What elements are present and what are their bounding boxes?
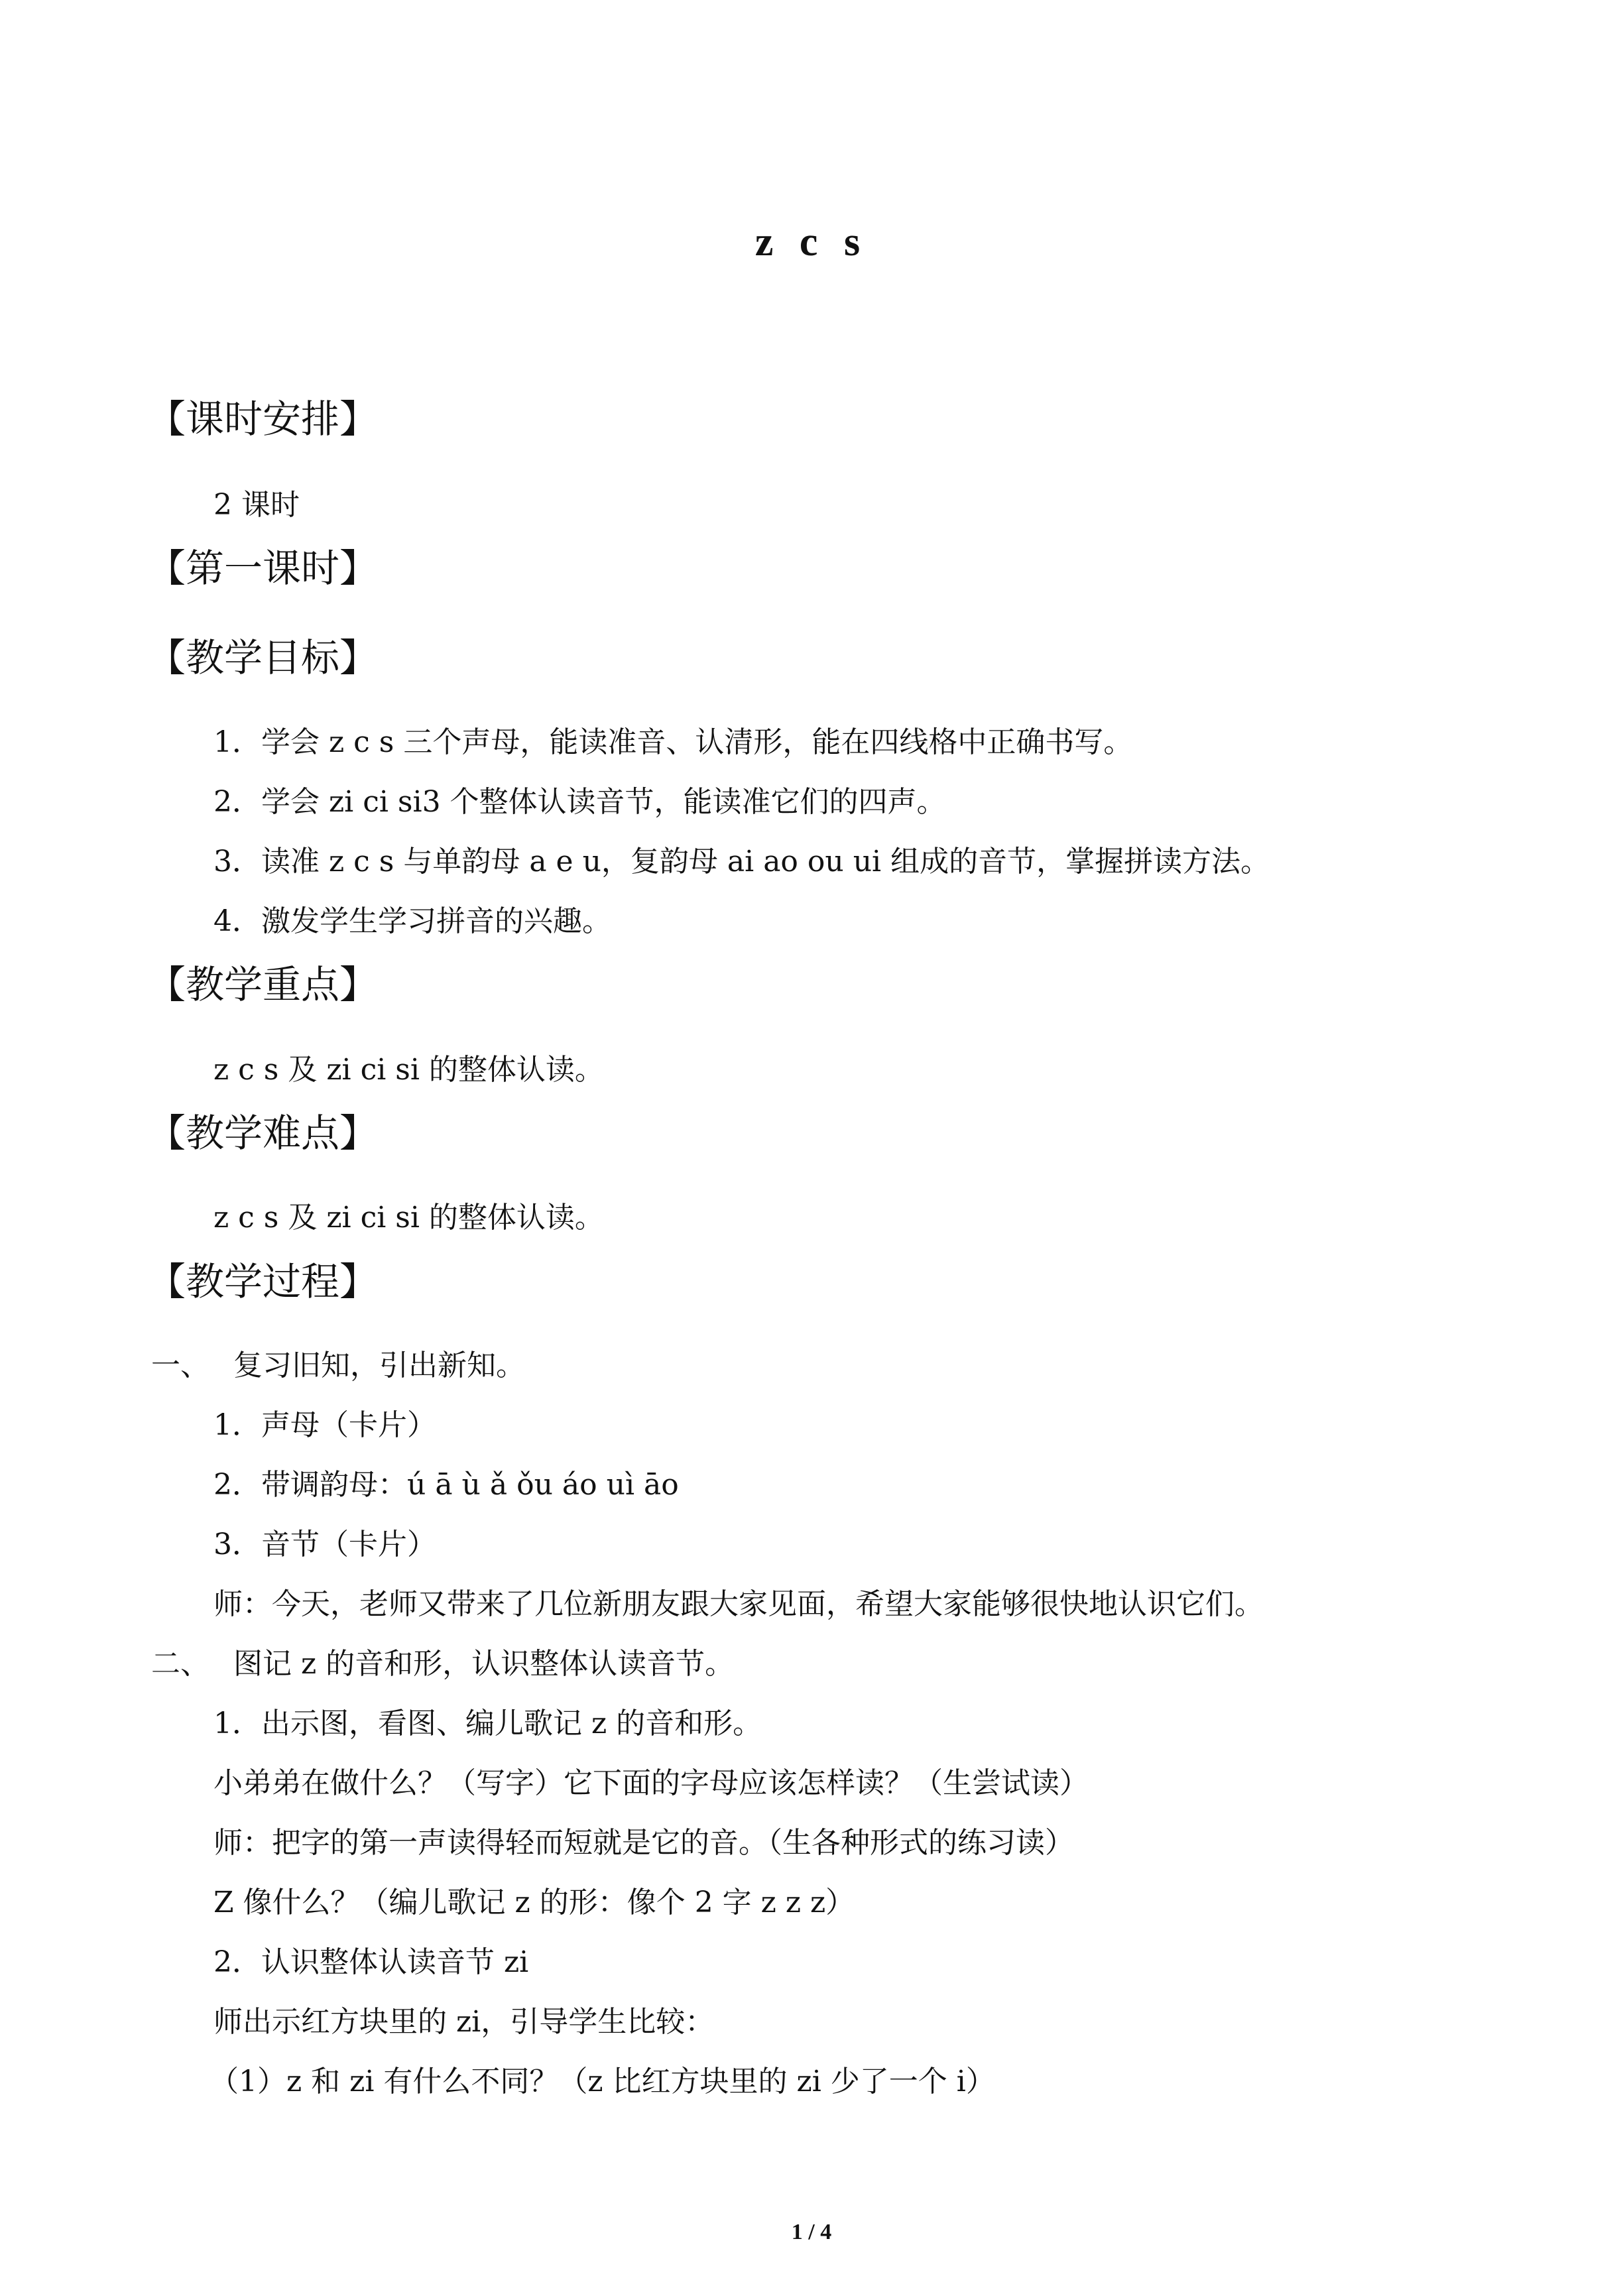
goal-item: 2．学会 zi ci si3 个整体认读音节，能读准它们的四声。	[213, 785, 946, 819]
process-line: 师：今天，老师又带来了几位新朋友跟大家见面，希望大家能够很快地认识它们。	[213, 1587, 1264, 1621]
page-number: 1 / 4	[791, 2220, 832, 2244]
process-line: 1．出示图，看图、编儿歌记 z 的音和形。	[213, 1707, 762, 1740]
goal-item: 4．激发学生学习拼音的兴趣。	[213, 904, 611, 938]
part1-title: 复习旧知，引出新知。	[233, 1349, 525, 1382]
heading-first-lesson: 【第一课时】	[147, 546, 379, 591]
process-line: （1）z 和 zi 有什么不同？（z 比红方块里的 zi 少了一个 i）	[210, 2065, 995, 2098]
process-line: 2．认识整体认读音节 zi	[213, 1945, 529, 1979]
part2-title: 图记 z 的音和形，认识整体认读音节。	[233, 1647, 735, 1681]
part2-number: 二、	[151, 1647, 210, 1681]
process-line: Z 像什么？（编儿歌记 z 的形：像个 2 字 z z z）	[213, 1886, 855, 1919]
heading-goals: 【教学目标】	[147, 635, 379, 680]
part1-number: 一、	[151, 1349, 210, 1382]
process-line: 小弟弟在做什么？（写字）它下面的字母应该怎样读？（生尝试读）	[213, 1766, 1089, 1800]
process-line: 2．带调韵母：ú ā ù ǎ ǒu áo uì āo	[213, 1468, 679, 1502]
schedule-text: 2 课时	[213, 488, 300, 522]
heading-schedule: 【课时安排】	[147, 396, 379, 442]
process-line: 师出示红方块里的 zi，引导学生比较：	[213, 2005, 715, 2039]
document-title: z c s	[754, 219, 869, 265]
process-line: 师：把字的第一声读得轻而短就是它的音。（生各种形式的练习读）	[213, 1826, 1074, 1860]
heading-key-points: 【教学重点】	[147, 962, 379, 1007]
process-line: 1．声母（卡片）	[213, 1408, 436, 1442]
goal-item: 1．学会 z c s 三个声母，能读准音、认清形，能在四线格中正确书写。	[213, 725, 1133, 759]
heading-difficulty: 【教学难点】	[147, 1111, 379, 1156]
difficulty-text: z c s 及 zi ci si 的整体认读。	[213, 1201, 604, 1235]
goal-item: 3．读准 z c s 与单韵母 a e u，复韵母 ai ao ou ui 组成的音节，掌握拼读方法。	[213, 845, 1270, 878]
key-points-text: z c s 及 zi ci si 的整体认读。	[213, 1053, 604, 1087]
process-line: 3．音节（卡片）	[213, 1528, 436, 1561]
heading-process: 【教学过程】	[147, 1259, 379, 1304]
